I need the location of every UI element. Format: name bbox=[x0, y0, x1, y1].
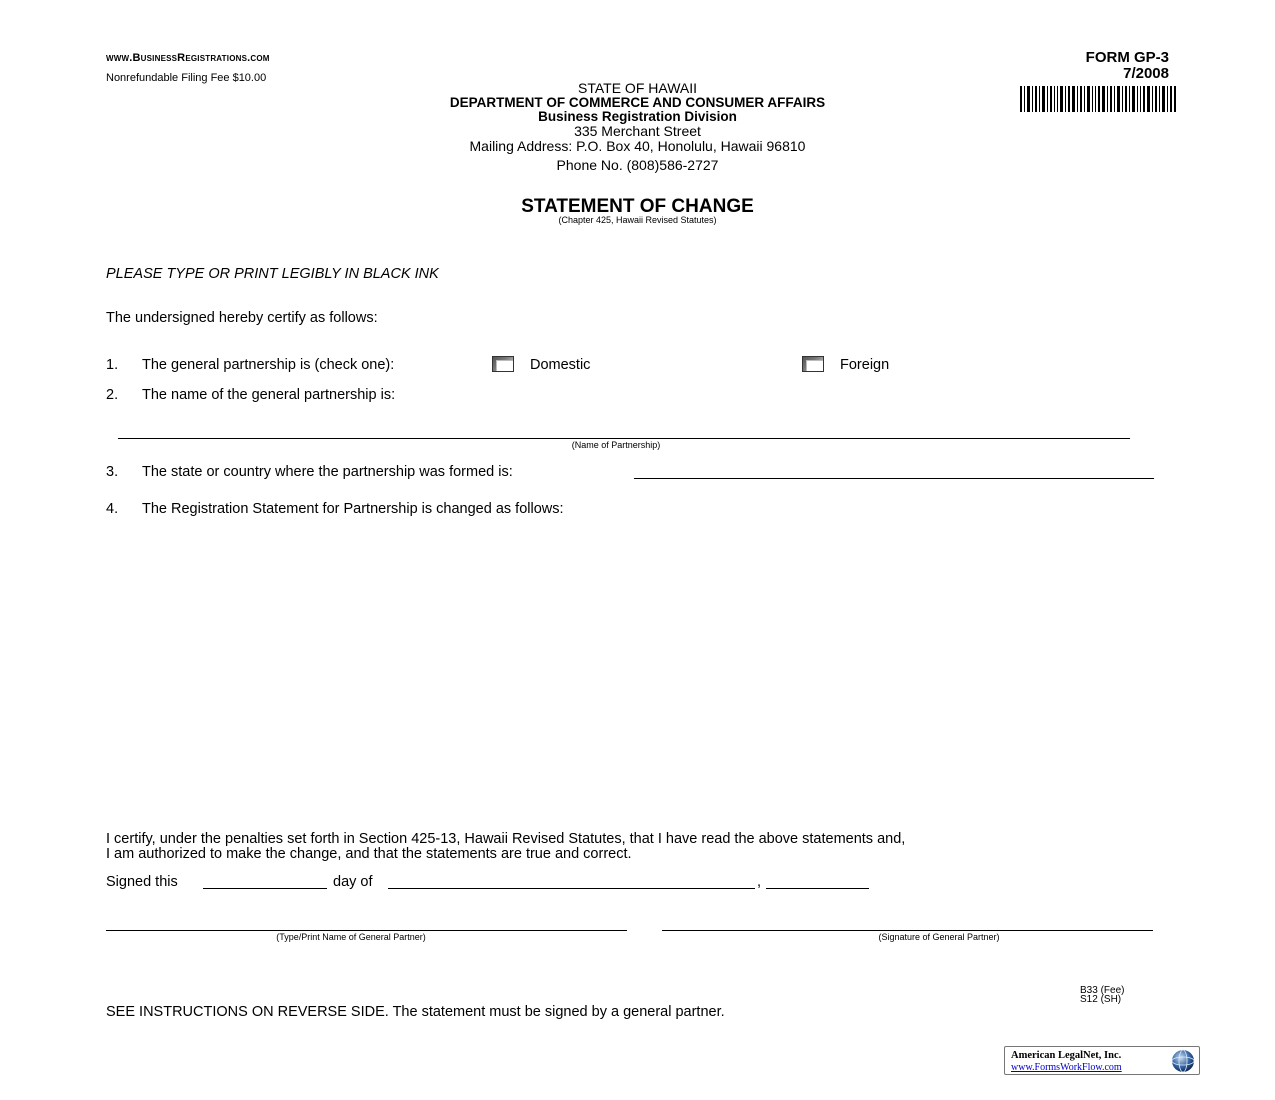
page-subtitle: (Chapter 425, Hawaii Revised Statutes) bbox=[558, 215, 717, 225]
partner-signature-field[interactable] bbox=[662, 930, 1153, 931]
partnership-name-field[interactable] bbox=[118, 438, 1130, 439]
certification-line-1: I certify, under the penalties set forth in Section 425-13, Hawaii Revised Statutes, that I have read the above statements and, bbox=[106, 831, 906, 847]
page-title: STATEMENT OF CHANGE bbox=[521, 196, 754, 217]
item3-text: The state or country where the partnership was formed is: bbox=[142, 464, 513, 480]
signed-this-label: Signed this bbox=[106, 874, 178, 890]
legalnet-logo[interactable] bbox=[1004, 1046, 1200, 1075]
domestic-label: Domestic bbox=[530, 357, 591, 373]
date-comma: , bbox=[757, 874, 762, 890]
form-number: FORM GP-3 bbox=[1085, 49, 1169, 66]
item1-number: 1. bbox=[106, 357, 119, 373]
changes-area[interactable] bbox=[106, 525, 1156, 815]
signed-day-field[interactable] bbox=[203, 888, 327, 889]
form-date: 7/2008 bbox=[1123, 65, 1169, 82]
item2-number: 2. bbox=[106, 387, 119, 403]
website-text: www.BusinessRegistrations.com bbox=[106, 52, 270, 64]
department-heading: DEPARTMENT OF COMMERCE AND CONSUMER AFFAIRS bbox=[449, 95, 826, 110]
street-address: 335 Merchant Street bbox=[574, 123, 701, 139]
state-heading: STATE OF HAWAII bbox=[578, 80, 697, 96]
domestic-checkbox[interactable] bbox=[492, 356, 514, 372]
item2-text: The name of the general partnership is: bbox=[142, 387, 396, 403]
certification-line-2: I am authorized to make the change, and that the statements are true and correct. bbox=[106, 846, 632, 862]
partnership-name-caption: (Name of Partnership) bbox=[571, 440, 661, 450]
phone-number: Phone No. (808)586-2727 bbox=[556, 157, 719, 173]
formation-state-field[interactable] bbox=[634, 478, 1154, 479]
filing-fee-text: Nonrefundable Filing Fee $10.00 bbox=[106, 72, 267, 84]
certify-intro: The undersigned hereby certify as follows: bbox=[106, 310, 378, 326]
partner-name-field[interactable] bbox=[106, 930, 627, 931]
globe-icon bbox=[1171, 1049, 1195, 1073]
footer-note: SEE INSTRUCTIONS ON REVERSE SIDE. The statement must be signed by a general partner. bbox=[106, 1004, 725, 1020]
foreign-label: Foreign bbox=[840, 357, 890, 373]
sh-code: S12 (SH) bbox=[1080, 994, 1122, 1005]
logo-company-name: American LegalNet, Inc. bbox=[1011, 1050, 1122, 1061]
partner-name-caption: (Type/Print Name of General Partner) bbox=[276, 932, 426, 942]
item3-number: 3. bbox=[106, 464, 119, 480]
foreign-checkbox[interactable] bbox=[802, 356, 824, 372]
signed-month-field[interactable] bbox=[388, 888, 755, 889]
division-heading: Business Registration Division bbox=[538, 109, 737, 124]
item4-number: 4. bbox=[106, 501, 119, 517]
signed-year-field[interactable] bbox=[766, 888, 869, 889]
day-of-label: day of bbox=[333, 874, 373, 890]
item4-text: The Registration Statement for Partnership is changed as follows: bbox=[142, 501, 564, 517]
ink-instruction: PLEASE TYPE OR PRINT LEGIBLY IN BLACK INK bbox=[106, 266, 439, 282]
logo-url-link[interactable]: www.FormsWorkFlow.com bbox=[1011, 1062, 1122, 1073]
item1-text: The general partnership is (check one): bbox=[142, 357, 395, 373]
partner-signature-caption: (Signature of General Partner) bbox=[878, 932, 1000, 942]
fee-code: B33 (Fee) bbox=[1080, 985, 1125, 996]
mailing-address: Mailing Address: P.O. Box 40, Honolulu, Hawaii 96810 bbox=[469, 138, 806, 154]
